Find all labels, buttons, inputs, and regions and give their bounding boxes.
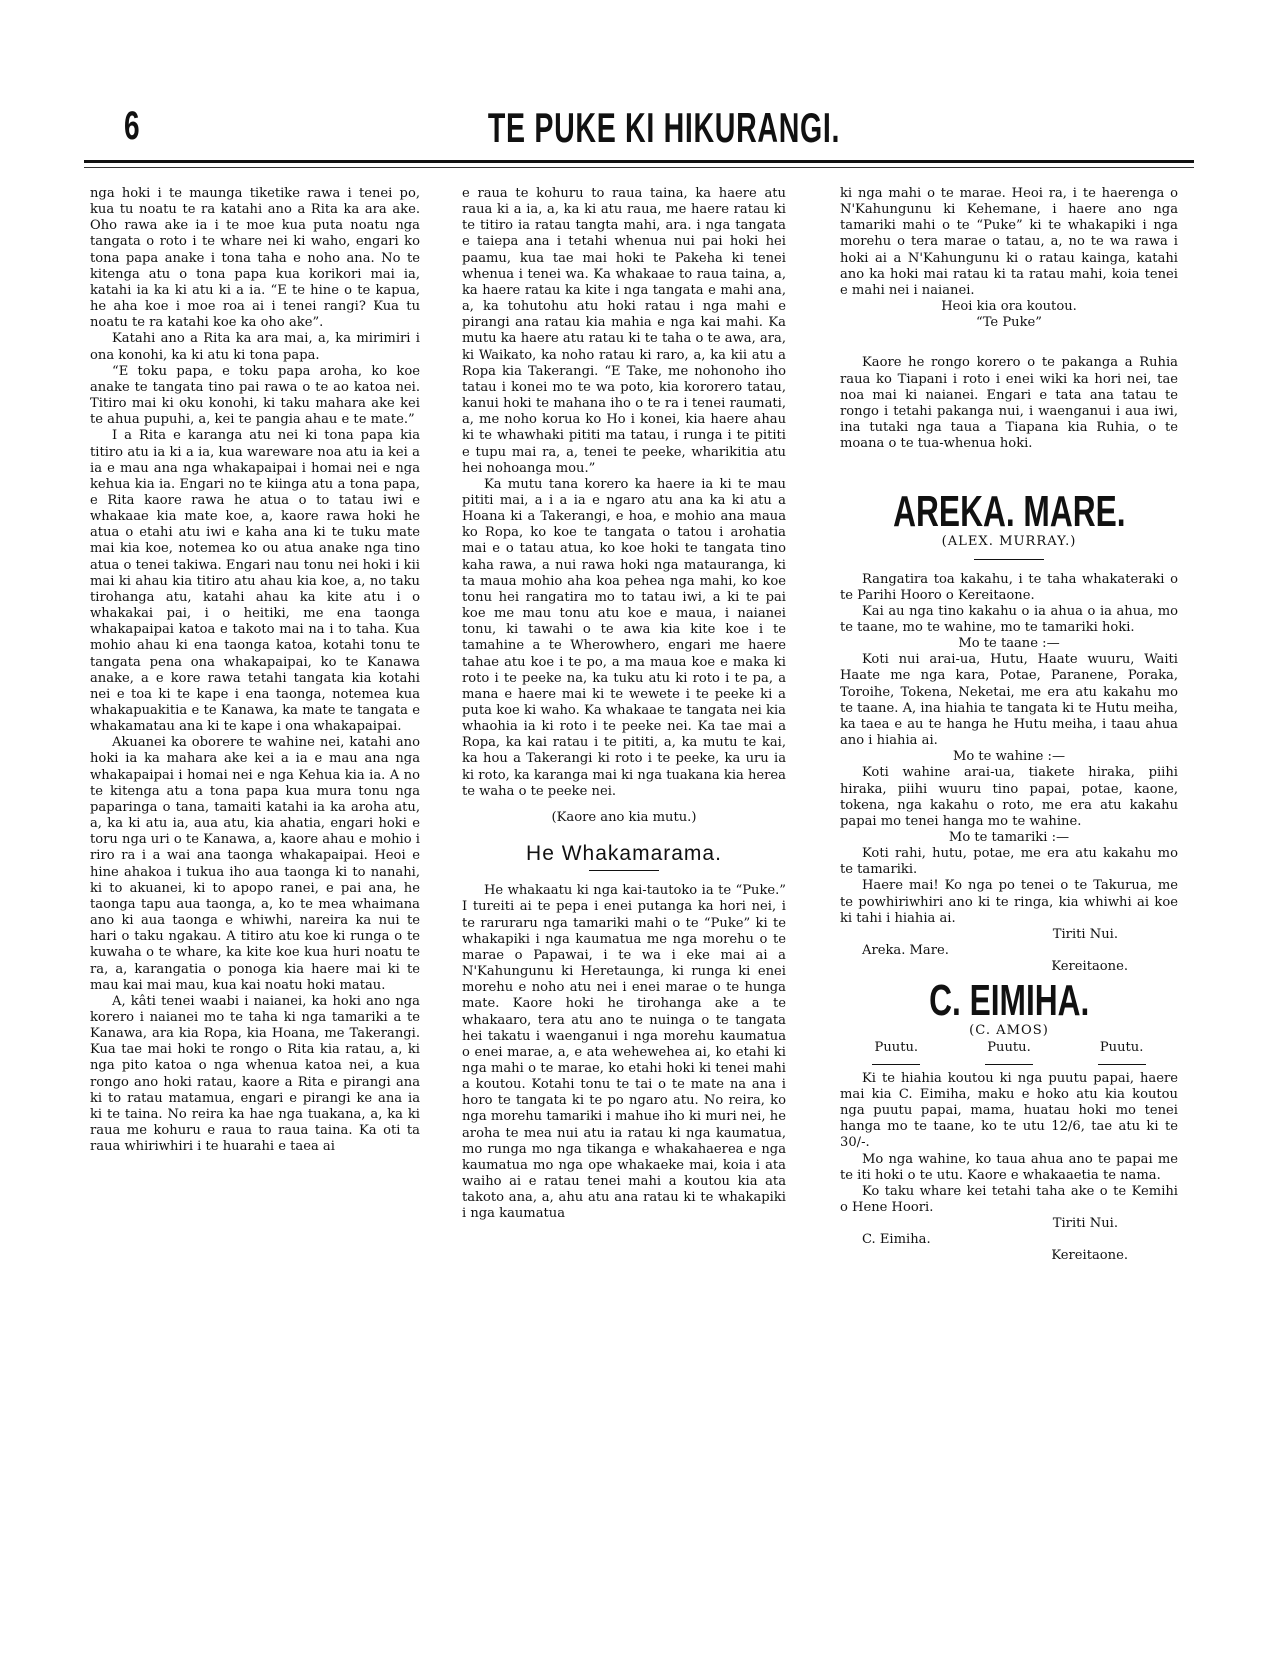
to-be-continued-note: (Kaore ano kia mutu.) (551, 809, 697, 825)
story-paragraph: “E toku papa, e toku papa aroha, ko koe anake te tangata tino pai rawa o te ao katoa nei. Titiro mai ki oku konohi, ki taku mahara ake kei te ahua pupuhi, a, kei te pangia ahau e te mate.” (90, 363, 420, 428)
ad-town: Kereitaone. (1051, 959, 1128, 975)
ad-paragraph: Kai au nga tino kakahu o ia ahua o ia ahua, mo te taane, mo te wahine, mo te tamariki hoki. (840, 603, 1178, 635)
product-label: Puutu. (1099, 1039, 1144, 1055)
signoff-author: “Te Puke” (976, 315, 1042, 331)
ad-divider (974, 559, 1044, 560)
ad-headline-text: C. EIMIHA. (928, 976, 1090, 1026)
product-list (840, 1040, 1178, 1071)
ad-town: Kereitaone. (1051, 1248, 1128, 1264)
product-item (1098, 1040, 1146, 1071)
column-1-story (90, 186, 420, 1155)
product-divider (1098, 1064, 1146, 1065)
notice-paragraph: ki nga mahi o te marae. Heoi ra, i te haerenga o N'Kahungunu ki Kehemane, i haere ano nga tamariki mahi o te “Puke” ki te whakapiki i nga morehu o tera marae o tatau, a, no te wa rawa i hoki ai a N'Kahungunu ki o ratau kainga, katahi ano ka hoki mai ratau ki ta ratau mahi, koia tenei e mahi nei i naianei. (840, 186, 1178, 298)
heading-divider (589, 870, 659, 871)
ad-subheadline: (ALEX. MURRAY.) (941, 534, 1077, 550)
story-paragraph: Katahi ano a Rita ka ara mai, a, ka mirimiri i ona konohi, ka ki atu ki tona papa. (90, 331, 420, 363)
ad-subheadline: (C. AMOS) (969, 1023, 1049, 1039)
ad-street: Tiriti Nui. (1052, 1216, 1118, 1232)
advertisement-headline (840, 976, 1178, 1026)
ad-headline-text: AREKA. MARE. (892, 487, 1126, 537)
news-paragraph: Kaore he rongo korero o te pakanga a Ruhia raua ko Tiapani i roto i enei wiki ka hori nei, tae noa mai ki naianei. Engari e tata ana tatau te rongo i tetahi pakanga nui, i waenganui i aua iwi, ina tutaki nga taua a Tiapana kia Ruhia, o te moana o te tua-whenua hoki. (840, 355, 1178, 452)
story-paragraph: I a Rita e karanga atu nei ki tona papa kia titiro atu ia ki a ia, kua wareware noa atu ia kei a ia e mau ana nga whakapaipai i homai nei e nga kehua kia ia. Engari no te kiinga atu a tona papa, e Rita kaore rawa he atua o to tatau iwi e whakaae kia mate koe, a, kaore rawa hoki he atua o etahi atu iwi e kaha ana ki te tuku mate mai kia koe, notemea ko ou atua anake nga tino atua o tenei takiwa. Engari nau tonu nei hoki i kii mai ki ahau kia titiro atu ahau kia koe, a, no taku tirohanga atu, katahi ahau ka kite atu i o whakakai pai, i o heitiki, me ena taonga whakapaipai katoa e takoto mai na i to taha. Kua mohio ahau ki ena taonga katoa, kotahi tonu te tangata pena ona whakapaipai, ko te Kanawa anake, a e kore rawa tetahi tangata kia kotahi nei e toa ki te kape i ena taonga, notemea kua whakapuakitia e te Kanawa, ka mate te tangata e whakamatau ana ki te kape i ona whakapaipai. (90, 428, 420, 735)
story-paragraph: A, kâti tenei waabi i naianei, ka hoki ano nga korero i naianei mo te taha ki nga tamariki a te Kanawa, ara kia Ropa, kia Hoana, me Takerangi. Kua tae mai hoki te rongo o Rita kia ratau, a, ki nga pito katoa o nga whenua katoa nei, a kua rongo ano hoki ratau, kaore a Rita e pirangi ana ki to ratau matamua, engari e pirangi ke ana ia ki te taina. No reira ka hae nga tuakana, a, ka ki raua me kohuru e raua to raua taina. Ka oti ta raua whiriwhiri i te huarahi e taea ai (90, 993, 420, 1155)
column-2 (462, 186, 786, 1223)
product-item (985, 1040, 1033, 1071)
column-3 (840, 186, 1178, 1265)
story-paragraph: e raua te kohuru to raua taina, ka haere atu raua ki a ia, a, ka ki atu raua, me haere ratau ki te titiro ia ratau tangta mahi, ara. i nga tangata e taiepa ana i tetahi whenua nui pai hoki hei paamu, kua tae mai hoki te Pakeha ki tenei whenua i tenei wa. Ka whakaae to raua taina, a, ka haere ratau ka kite i nga tangata e mahi ana, a, ka tohutohu atu hoki ratau i nga mahi e pirangi ana ratau kia mahia e nga kai mahi. Ka mutu ka haere atu ratau ki te taha o te awa, ara, ki Waikato, ka noho ratau ki raro, a, ka kii atu a Ropa kia Takerangi. “E Take, me nohonoho iho tatau i konei mo te wa poto, kia kororero tatau, kanui hoki te mahana iho o te ra i tenei raumati, a, me noho korua ko Ho i konei, kia haere ahau ki te whawhaki pititi ma tatau, i runga i te pititi e tupu mai ra, a, tenei te peeke, wharikitia atu hei nohoanga mou.” (462, 186, 786, 476)
story-paragraph: Ka mutu tana korero ka haere ia ki te mau pititi mai, a i a ia e ngaro atu ana ka ki atu a Hoana ki a Takerangi, e hoa, e mohio ana maua ko Ropa, ko koe te tangata o tatou i arohatia mai e o tatau atua, ko koe hoki te tangata tino kaha rawa, a nui rawa hoki nga matauranga, ki ta maua mohio aha koa pehea nga mahi, ko koe tonu hei rangatira mo to tatau iwi, a ki te pai koe me mau tonu atu koe e maua, i naianei tonu, ki tawahi o te awa kia kite koe i te tamahine a te Wherowhero, engari me haere tahae atu koe i te po, a ma maua koe e maka ki roto i te peeke na, ka tuku atu ki roto i te pa, a mana e haere mai ki te wewete i te peeke ki a puta koe ki waho. Ka whakaae te tangata nei kia whaohia ia ki roto i te peeke nei. Ka tae mai a Ropa, ka kai ratau i te pititi, a, ka mutu te kai, ka hou a Takerangi ki roto i te peeke, ka uru ia ki roto, ka karanga mai ki nga tuakana kia herea te waha o te peeke nei. (462, 476, 786, 799)
notice-paragraph: He whakaatu ki nga kai-tautoko ia te “Puke.” I tureiti ai te pepa i enei putanga ka hori nei, i te raruraru nga tamariki mahi o te “Puke” ki te whakapiki i nga kaumatua me nga morehu o te marae o Papawai, i te wa i eke mai ai a N'Kahungunu ki Heretaunga, ki runga ki enei morehu e noho atu nei i enei marae o te hunga mate. Kaore hoki he tirohanga ake a te whakaaro, tera atu ano te nuinga o te tangata hei takatu i waenganui i nga morehu kaumatua o enei marae, a, e ata wehewehea ai, ko etahi ki nga mahi o te marae, ko etahi hoki ki tenei mahi a koutou. Kotahi tonu te tai o te mate na ana i horo te tangata ki te po ngaro atu. No reira, ko nga morehu tamariki i mahue iho ki muri nei, he aroha te mea nui atu ia ratau ki nga kaumatua, mo runga mo nga tikanga e whakahaerea e nga kaumatua mo nga ope whakaeke mai, koia i ata waiho ai e ratau tenei mahi a koutou kia ata takoto ana, a, ahu atu ana ratau ki te whakapiki i nga kaumatua (462, 883, 786, 1222)
ad-paragraph: Koti wahine arai-ua, tiakete hiraka, piihi hiraka, piihi wuuru tino papai, potae, kaone, tokena, nga kakahu o roto, me era atu kakahu papai mo tenei hanga mo te wahine. (840, 765, 1178, 829)
advertisement-headline (840, 487, 1178, 537)
ad-street: Tiriti Nui. (1052, 926, 1118, 942)
ad-paragraph: Ko taku whare kei tetahi taha ake o te Kemihi o Hene Hoori. (840, 1183, 1178, 1215)
ad-section-label: Mo te tamariki :— (948, 830, 1070, 845)
ad-signature: C. Eimiha. (862, 1232, 931, 1248)
ad-section-label: Mo te taane :— (958, 636, 1060, 652)
product-label: Puutu. (987, 1039, 1031, 1055)
page-number: 6 (124, 104, 140, 148)
ad-paragraph: Mo nga wahine, ko taua ahua ano te papai me te iti hoki o te utu. Kaore e whakaaetia te nama. (840, 1151, 1178, 1183)
signoff-greeting: Heoi kia ora koutou. (941, 299, 1077, 315)
product-divider (985, 1064, 1033, 1065)
product-divider (872, 1064, 920, 1065)
ad-signature: Areka. Mare. (862, 943, 949, 959)
header-rule-thick (84, 160, 1194, 163)
product-item (872, 1040, 920, 1071)
ad-paragraph: Haere mai! Ko nga po tenei o te Takurua, me te powhiriwhiri ano ki te ringa, kia whiwhi ai koe ki tahi i hiahia ai. (840, 878, 1178, 926)
story-paragraph: nga hoki i te maunga tiketike rawa i tenei po, kua tu noatu te ra katahi ano a Rita ka ara ake. Oho rawa ake ia i te moe kua puta noatu nga tangata o roto i te whare nei ki waho, engari ko tona papa anake i tona taha e noho ana. No te kitenga atu o tona papa kua korikori mai ia, katahi ia ka ki atu ki a ia. “E te hine o te kapua, he aha koe i moe roa ai i tenei rangi? Kua tu noatu te ra katahi koe ka oho ake”. (90, 186, 420, 331)
newspaper-masthead (0, 104, 1280, 152)
ad-paragraph: Koti nui arai-ua, Hutu, Haate wuuru, Waiti Haate me nga kara, Potae, Paranene, Poraka, Toroihe, Tokena, Neketai, me era atu kakahu mo te taane. A, ina hiahia te tangata ki te Hutu meiha, ka taea e au te hanga he Hutu meiha, i taau ahua ano i hiahia ai. (840, 652, 1178, 749)
section-heading: He Whakamarama. (526, 842, 722, 866)
header-rule-thin (84, 167, 1194, 168)
ad-paragraph: Ki te hiahia koutou ki nga puutu papai, haere mai kia C. Eimiha, maku e hoko atu kia koutou nga puutu papai, mama, huatau hoki mo tenei hanga mo te taane, ko te utu 12/6, tae atu ki te 30/-. (840, 1070, 1178, 1151)
story-paragraph: Akuanei ka oborere te wahine nei, katahi ano hoki ia ka mahara ake kei a ia e mau ana nga whakapaipai i homai nei e nga Kehua kia ia. A no te kitenga atu a tona papa kua mura tonu nga paparinga o tana, tamaiti katahi ia ka aroha atu, a, ka ki atu ia, aua atu, kia ahatia, engari hoki e toru nga uri o te Kanawa, a, kaore ahau e mohio i riro ra i a wai ana taonga whakapaipai. Heoi e hine ahakoa i tukua iho aua taonga ki to nanahi, ki to akuanei, ki to apopo ranei, e pai ana, he taonga tapu aua taonga, a, ko te mea whaimana ano ki aua taonga e whiwhi, nareira ka nui te hari o taku ngakau. A titiro atu koe ki runga o te kuwaha o te whare, ka kite koe kua huri noatu te ra, a, karangatia o ponoga kia haere mai ki te mau kai mai mau, kua kai noatu hoki matau. (90, 735, 420, 993)
ad-section-label: Mo te wahine :— (952, 749, 1066, 765)
product-label: Puutu. (874, 1039, 919, 1055)
ad-paragraph: Rangatira toa kakahu, i te taha whakateraki o te Parihi Hooro o Kereitaone. (840, 571, 1178, 603)
masthead-title: TE PUKE KI HIKURANGI. (487, 104, 841, 151)
ad-paragraph: Koti rahi, hutu, potae, me era atu kakahu mo te tamariki. (840, 846, 1178, 878)
